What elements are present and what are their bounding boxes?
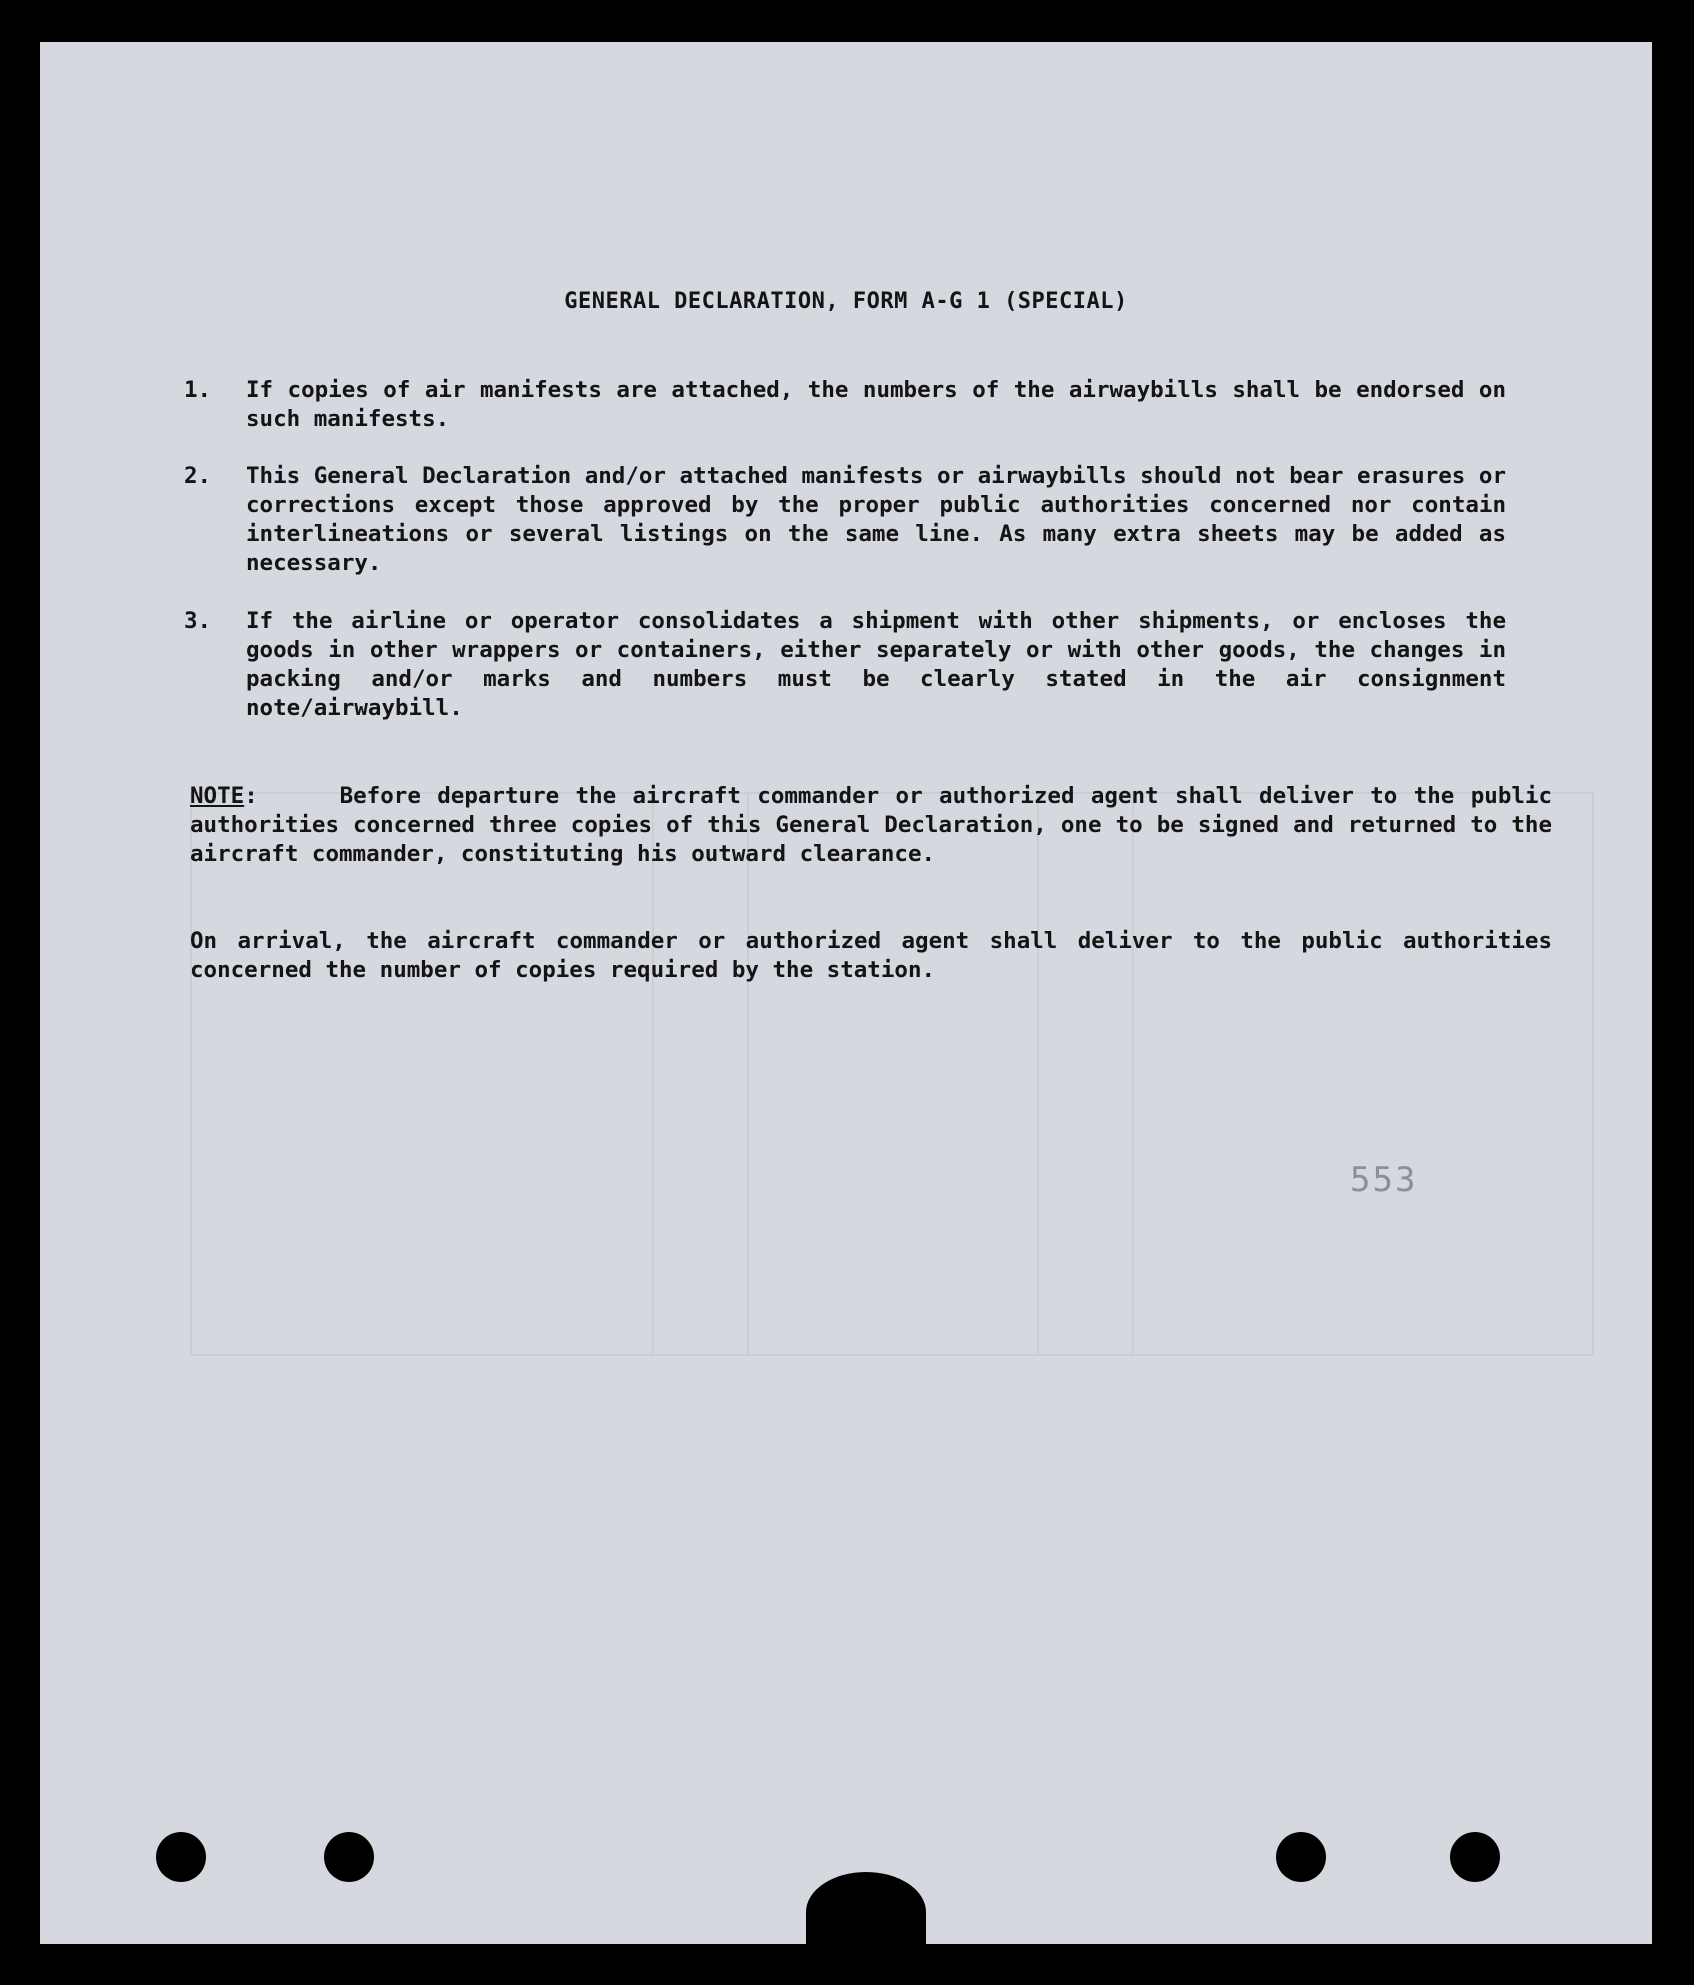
punch-hole [156, 1832, 206, 1882]
document-content [40, 42, 1652, 1944]
note-text: Before departure the aircraft commander or authorized agent shall deliver to the public authorities concerned three copies of this General Declaration, one to be signed and returned to the aircraft commander, constituting his outward clearance. [190, 783, 1553, 867]
item-text: If copies of air manifests are attached, the numbers of the airwaybills shall be endorsed on such manifests. [246, 377, 1506, 432]
item-number: 1. [184, 377, 212, 403]
item-number: 3. [184, 608, 212, 634]
item-text: This General Declaration and/or attached manifests or airwaybills should not bear erasures or corrections except those approved by the proper public authorities concerned nor contain interlineations or several listings on the same line. As many extra sheets may be added as necessary. [246, 463, 1506, 576]
item-number: 2. [184, 463, 212, 489]
punch-hole [1276, 1832, 1326, 1882]
binder-notch [806, 1872, 926, 1952]
stamp-number: 553 [1350, 1160, 1418, 1200]
arrival-paragraph: On arrival, the aircraft commander or authorized agent shall deliver to the public authorities concerned the number of copies required by the station. [190, 928, 1552, 983]
item-text: If the airline or operator consolidates a shipment with other shipments, or encloses the goods in other wrappers or containers, either separately or with other goods, the changes in packing and/or marks and numbers must be clearly stated in the air consignment note/airwaybill. [246, 608, 1506, 721]
document-title: GENERAL DECLARATION, FORM A-G 1 (SPECIAL) [564, 289, 1128, 314]
note-paragraph [190, 782, 1552, 869]
punch-hole [1450, 1832, 1500, 1882]
punch-hole [324, 1832, 374, 1882]
note-label: NOTE [190, 783, 245, 809]
note-colon: : [244, 783, 258, 809]
document-sheet [40, 42, 1652, 1944]
